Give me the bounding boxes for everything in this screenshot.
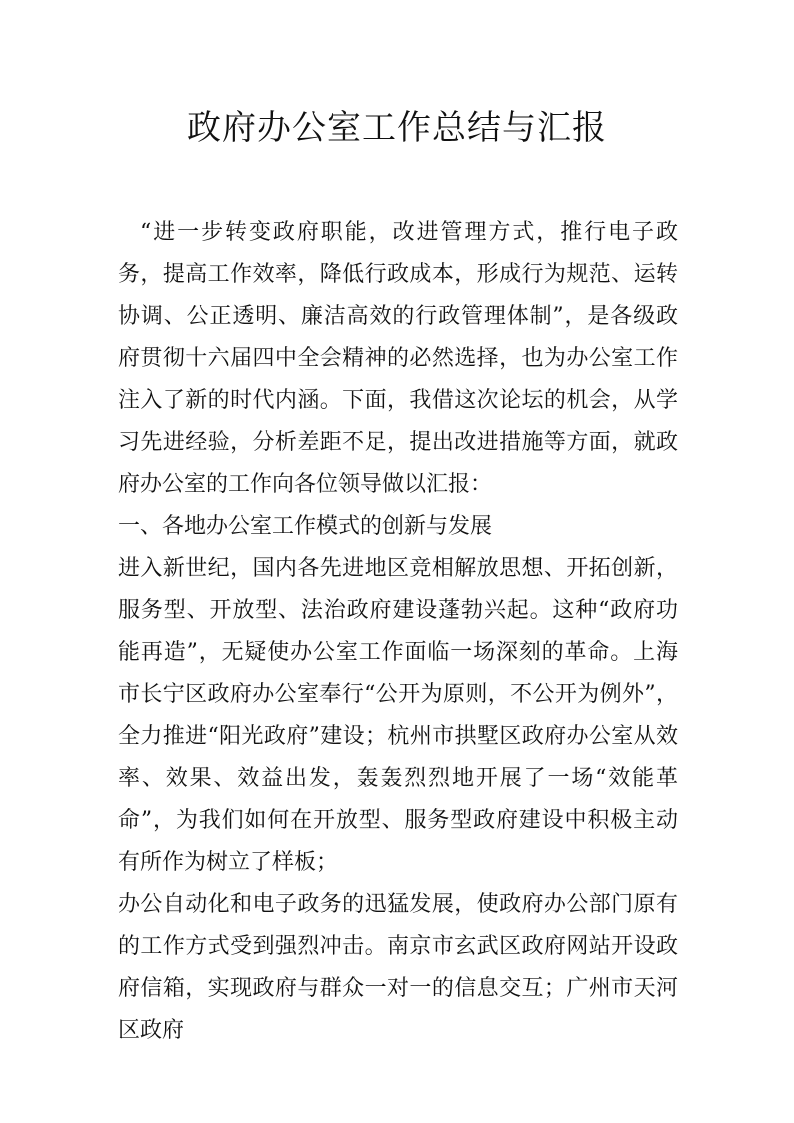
document-title: 政府办公室工作总结与汇报 (187, 108, 607, 148)
section-paragraph-1: 进入新世纪，国内各先进地区竞相解放思想、开拓创新，服务型、开放型、法治政府建设蓬勃兴起。这种“政府功能再造”，无疑使办公室工作面临一场深刻的革命。上海市长宁区政府办公室奉行“公开为原则，不公开为例外”，全力推进“阳光政府”建设；杭州市拱墅区政府办公室从效率、效果、效益出发，轰轰烈烈地开展了一场“效能革命”，为我们如何在开放型、服务型政府建设中积极主动有所作为树立了样板； (118, 556, 678, 875)
intro-paragraph: “进一步转变政府职能，改进管理方式，推行电子政务，提高工作效率，降低行政成本，形成行为规范、运转协调、公正透明、廉洁高效的行政管理体制”，是各级政府贯彻十六届四中全会精神的必然选择，也为办公室工作注入了新的时代内涵。下面，我借这次论坛的机会，从学习先进经验，分析差距不足，提出改进措施等方面，就政府办公室的工作向各位领导做以汇报： (118, 220, 678, 497)
section-paragraph-2: 办公自动化和电子政务的迅猛发展，使政府办公部门原有的工作方式受到强烈冲击。南京市玄武区政府网站开设政府信箱，实现政府与群众一对一的信息交互；广州市天河区政府 (118, 892, 678, 1043)
document-body (118, 212, 678, 1052)
section-heading: 一、各地办公室工作模式的创新与发展 (118, 514, 493, 539)
